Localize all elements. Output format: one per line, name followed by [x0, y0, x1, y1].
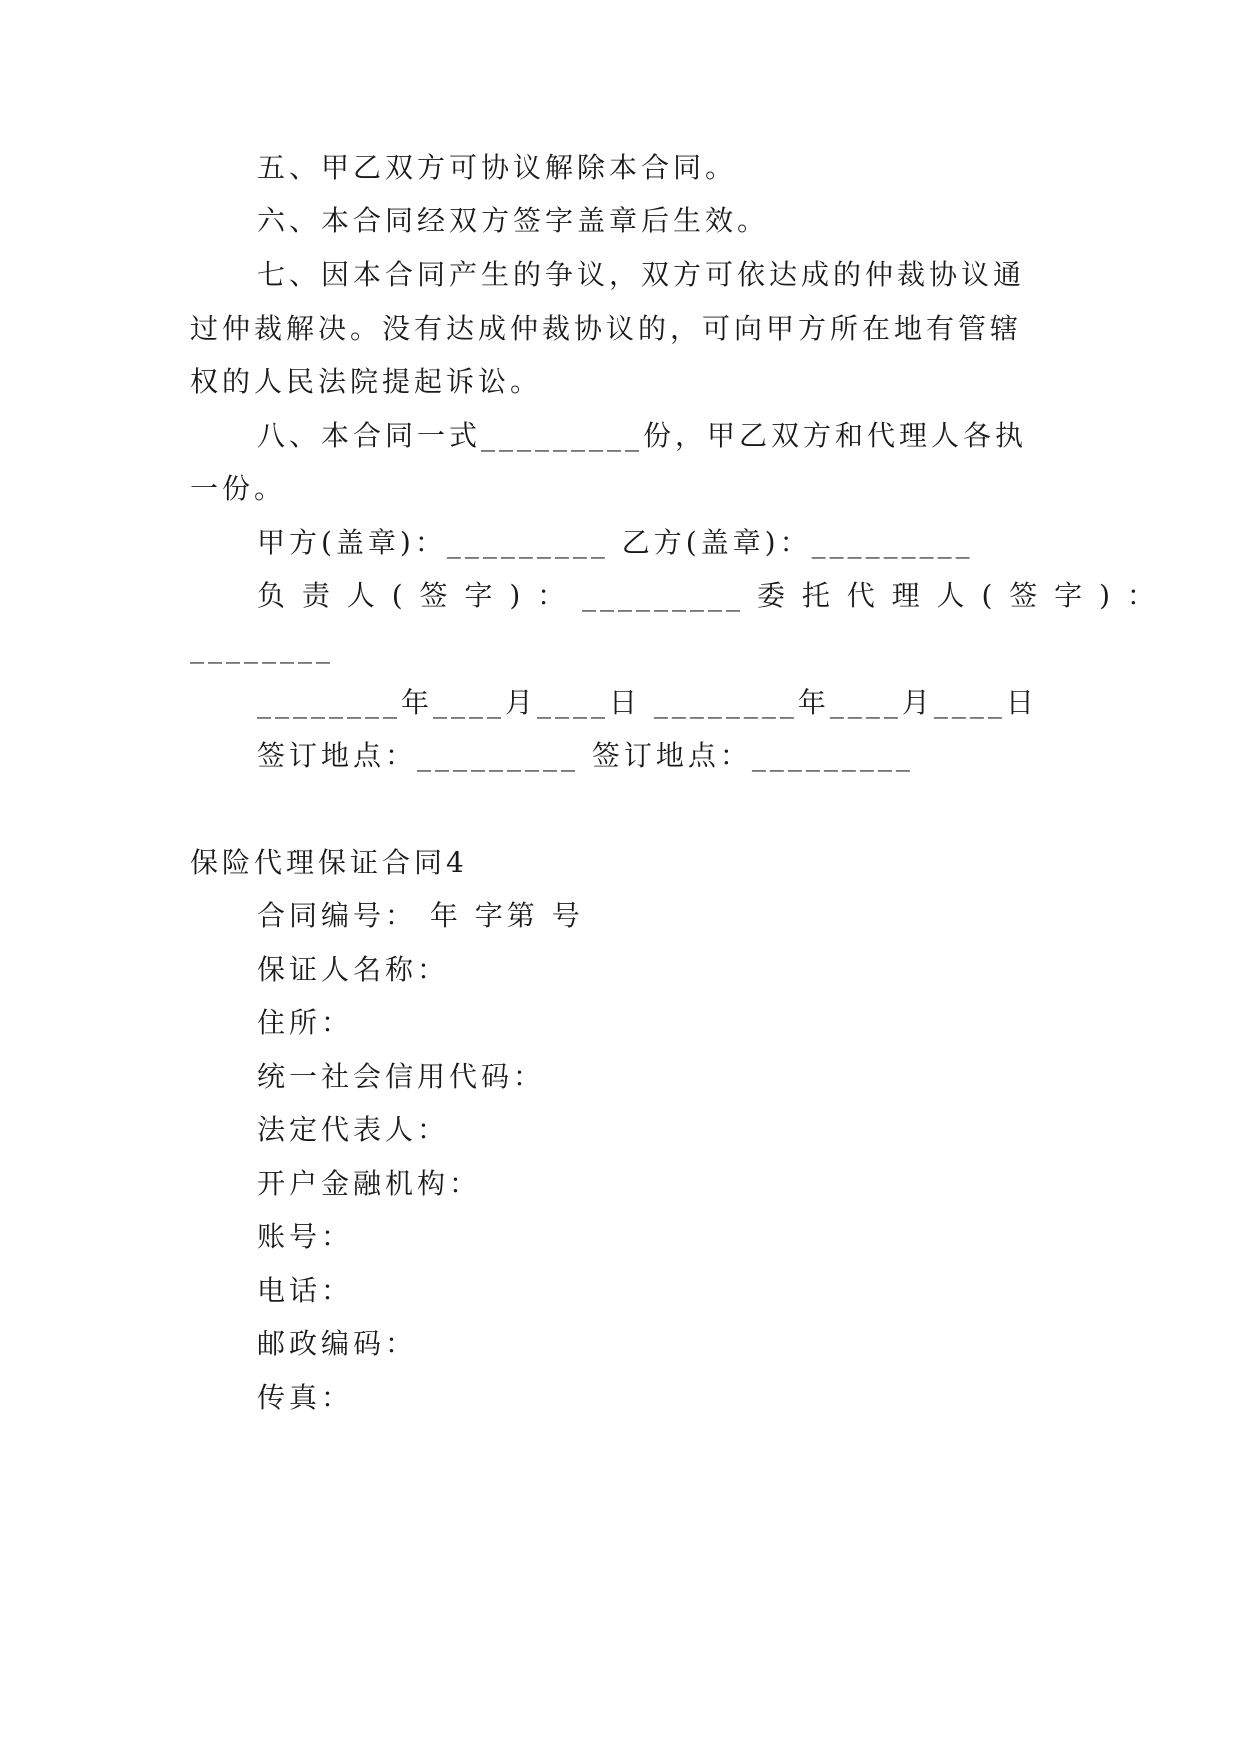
clause-7-line-1: 七、因本合同产生的争议，双方可依达成的仲裁协议通 [257, 258, 1026, 291]
section-title: 保险代理保证合同4 [190, 846, 468, 879]
signature-dates: ________年____月____日 ________年____月____日 [257, 686, 1038, 719]
clause-8-line-2: 一份。 [190, 472, 287, 505]
signature-places: 签订地点：_________ 签订地点：_________ [257, 739, 914, 772]
signature-persons: 负 责 人 ( 签 字 ) ： _________ 委 托 代 理 人 ( 签 字 ) ： [257, 579, 1159, 612]
postcode-field: 邮政编码： [257, 1327, 418, 1360]
guarantor-name-field: 保证人名称： [257, 953, 450, 986]
clause-7-line-2: 过仲裁解决。没有达成仲裁协议的，可向甲方所在地有管辖 [190, 312, 1023, 345]
clause-5: 五、甲乙双方可协议解除本合同。 [257, 151, 738, 184]
bank-field: 开户金融机构： [257, 1167, 482, 1200]
fax-field: 传真： [257, 1381, 354, 1414]
legal-representative-field: 法定代表人： [257, 1113, 450, 1146]
clause-6: 六、本合同经双方签字盖章后生效。 [257, 204, 770, 237]
address-field: 住所： [257, 1006, 354, 1039]
signature-parties: 甲方(盖章)：_________ 乙方(盖章)：_________ [257, 526, 974, 559]
phone-field: 电话： [257, 1274, 354, 1307]
clause-8-line-1: 八、本合同一式_________份，甲乙双方和代理人各执 [257, 419, 1028, 452]
contract-number: 合同编号： 年 字第 号 [257, 899, 584, 932]
signature-persons-continued: ________ [190, 631, 334, 664]
credit-code-field: 统一社会信用代码： [257, 1060, 546, 1093]
account-field: 账号： [257, 1220, 354, 1253]
clause-7-line-3: 权的人民法院提起诉讼。 [190, 365, 543, 398]
